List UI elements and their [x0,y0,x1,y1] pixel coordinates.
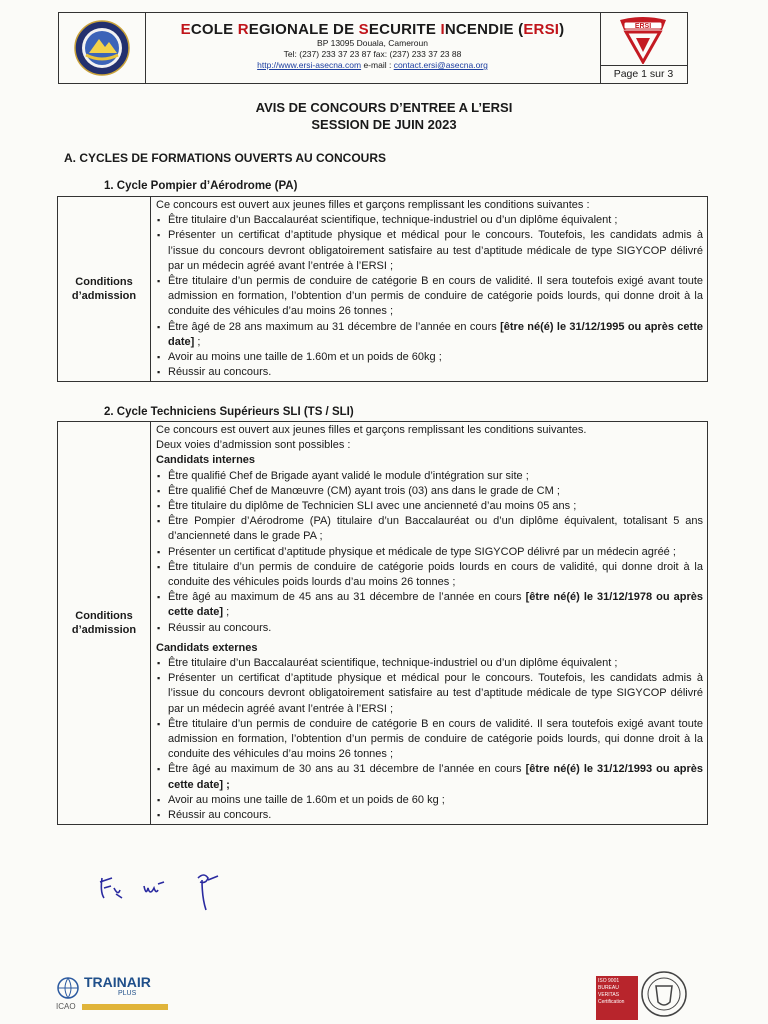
school-name-part: S [358,21,369,38]
internes-item: ▪ Être Pompier d’Aérodrome (PA) titulaire d’un Baccalauréat ou d’un diplôme équivalent, totalisant 5 ans d’ancienneté dans le grade PA ; [156,514,703,544]
internes-item: ▪ Être titulaire du diplôme de Technicien SLI avec une ancienneté d’au moins 05 ans ; [156,499,703,514]
school-name-part: NCENDIE ( [444,21,524,38]
cycle1-label-line2: d’admission [71,290,137,303]
externes-item: ▪ Être titulaire d’un Baccalauréat scientifique, technique-industriel ou d’un diplôme équivalent ; [156,656,703,671]
cycle1-item: ▪ Réussir au concours. [156,365,703,380]
trainair-text: TRAINAIR [84,974,151,990]
internes-item: ▪ Être titulaire d’un permis de conduire de catégorie poids lourds en cours de validité, qui donne droit à la conduite des véhicules poids lourds d’au moins 26 tonnes ; [156,560,703,590]
asecna-seal-icon [59,13,145,83]
cycle2-label [58,422,151,825]
ersi-emblem-icon [616,16,670,64]
bv-text: BUREAU VERITAS [598,985,620,998]
asecna-logo-cell [59,13,146,83]
email-link[interactable]: contact.ersi@asecna.org [393,60,488,70]
doc-title-line2: SESSION DE JUIN 2023 [311,117,457,132]
section-a-heading: A. CYCLES DE FORMATIONS OUVERTS AU CONCOURS [64,151,387,165]
school-name-part: I [440,21,445,38]
cycle2-conditions [151,422,708,825]
school-name-part: EGIONALE DE [248,21,359,38]
cycle2-label-line1: Conditions [75,610,133,623]
internes-age-date: [être né(é) le 31/12/1978 ou après cette date] [168,591,703,619]
handwritten-initials [96,868,236,916]
icao-text: ICAO [56,1002,76,1011]
externes-title: Candidats externes [156,641,258,654]
iso-badge [596,976,638,1020]
cycle1-item-age [156,320,703,350]
cycle1-table [57,196,708,382]
school-address: BP 13095 Douala, Cameroun [317,38,428,48]
letterhead [58,12,688,84]
internes-age-end: ; [223,606,230,619]
cycle2-label-line2: d’admission [71,624,137,637]
internes-item: ▪ Être qualifié Chef de Manœuvre (CM) ayant trois (03) ans dans le grade de CM ; [156,484,703,499]
page-indicator: Page 1 sur 3 [600,65,687,83]
school-name-part: E [180,21,191,38]
school-contacts [145,60,600,71]
externes-item-age [156,762,703,792]
cert-text: Certification [598,999,625,1005]
externes-age-text: Être âgé au maximum de 30 ans au 31 décembre de l’année en cours [168,763,526,776]
cycle2-heading: 2. Cycle Techniciens Supérieurs SLI (TS / SLI) [104,406,354,418]
school-name-part: ERSI [523,21,560,38]
school-name [145,21,600,38]
cycle2-table [57,421,708,825]
doc-title-line1: AVIS DE CONCOURS D’ENTREE A L’ERSI [255,100,513,115]
cycle2-intro2: Deux voies d’admission sont possibles : [156,439,351,452]
cycle1-item: ▪ Avoir au moins une taille de 1.60m et un poids de 60kg ; [156,350,703,365]
trainair-band [82,1004,168,1010]
cycle1-age-end: ; [194,335,201,348]
cycle1-heading: 1. Cycle Pompier d’Aérodrome (PA) [104,180,298,192]
internes-item-age [156,590,703,620]
school-info [145,13,601,83]
cycle1-age-date: [être né(é) le 31/12/1995 ou après cette date] [168,320,703,348]
internes-age-text: Être âgé au maximum de 45 ans au 31 décembre de l’année en cours [168,591,526,604]
school-name-part: ECURITE [368,21,441,38]
cycle1-item: ▪ Être titulaire d’un permis de conduire de catégorie B en cours de validité. Il sera toutefois exigé avant toute admission en formation, l’obtention d’un permis de conduire de catégorie poids lourds, qui donne droit à la conduite des véhicules d’au moins 26 tonnes ; [156,274,703,320]
cycle2-intro1: Ce concours est ouvert aux jeunes filles et garçons remplissant les conditions suivantes. [156,424,587,436]
externes-item: ▪ Réussir au concours. [156,808,703,823]
externes-item: ▪ Avoir au moins une taille de 1.60m et un poids de 60 kg ; [156,793,703,808]
email-label: e-mail : [363,60,392,70]
school-name-part: COLE [190,21,238,38]
trainair-plus-text: PLUS [118,990,137,997]
school-phone: Tel: (237) 233 37 23 87 fax: (237) 233 37 23 88 [283,49,462,59]
internes-item: ▪ Réussir au concours. [156,621,703,636]
bureau-veritas-seal-icon [640,968,688,1020]
externes-age-date: [être né(é) le 31/12/1993 ou après cette date] ; [168,763,703,791]
cycle1-label-line1: Conditions [75,276,133,289]
ersi-logo-cell [600,13,687,83]
website-link[interactable]: http://www.ersi-asecna.com [257,60,362,70]
internes-title: Candidats internes [156,454,256,467]
externes-item: ▪ Présenter un certificat d’aptitude physique et médical pour le concours. Toutefois, les candidats admis à l’issue du concours devront obligatoirement satisfaire au test d’aptitude médicale de type SIGYCOP délivré par un médecin agréé avant l’entrée à l’ERSI ; [156,671,703,717]
cycle1-item: ▪ Présenter un certificat d’aptitude physique et médical pour le concours. Toutefois, les candidats admis à l’issue du concours devront obligatoirement satisfaire au test d’aptitude médicale de type SIGYCOP délivré par un médecin agréé avant l’entrée à l’ERSI ; [156,228,703,274]
svg-text:ERSI: ERSI [634,23,652,30]
school-name-part: ) [559,21,565,38]
cycle1-item: ▪ Être titulaire d’un Baccalauréat scientifique, technique-industriel ou d’un diplôme équivalent ; [156,213,703,228]
school-name-part: R [237,21,249,38]
internes-item: ▪ Être qualifié Chef de Brigade ayant validé le module d’intégration sur site ; [156,469,703,484]
cycle1-conditions [151,197,708,382]
cycle1-age-text: Être âgé de 28 ans maximum au 31 décembre de l’année en cours [168,320,501,333]
cycle1-label [58,197,151,382]
icao-globe-icon [56,976,80,1000]
externes-item: ▪ Être titulaire d’un permis de conduire de catégorie B en cours de validité. Il sera toutefois exigé avant toute admission en formation, l’obtention d’un permis de conduire de catégorie poids lourds, qui donne droit à la conduite des véhicules d’au moins 26 tonnes ; [156,717,703,763]
iso-text: ISO 9001 [598,978,620,984]
internes-item: ▪ Présenter un certificat d’aptitude physique et médicale de type SIGYCOP délivré par un médecin agréé ; [156,545,703,560]
cycle1-intro: Ce concours est ouvert aux jeunes filles et garçons remplissant les conditions suivantes : [156,199,590,211]
